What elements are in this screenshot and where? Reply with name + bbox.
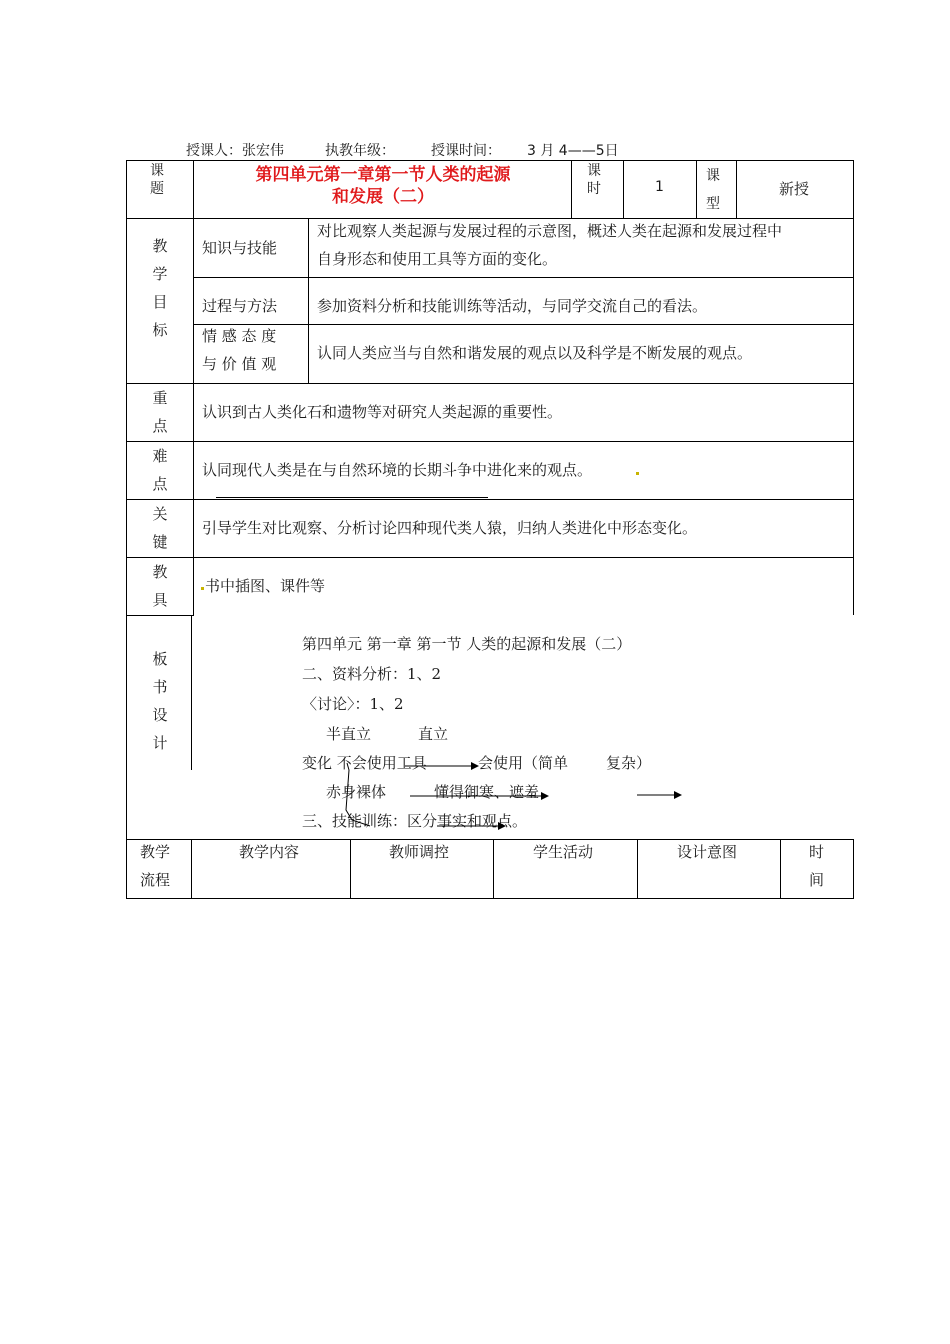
objective-knowledge-name: 知识与技能 (202, 239, 278, 257)
board-complex: 复杂） (606, 754, 652, 772)
board-naked: 赤身裸体 (326, 783, 387, 801)
time-value: 3 月 4——5日 (527, 143, 619, 159)
flow-col-content: 教学内容 (239, 843, 300, 861)
board-clothing: 懂得御寒、遮羞 (434, 783, 540, 801)
lesson-title-line2: 和发展（二） (332, 187, 434, 207)
grade-label: 执教年级： (325, 143, 395, 159)
objective-knowledge-text-1: 对比观察人类起源与发展过程的示意图，概述人类在起源和发展过程中 (317, 222, 783, 240)
key-label: 关键 (152, 505, 168, 551)
board-line-discussion: 〈讨论〉：1、2 (302, 695, 404, 713)
objective-attitude-text: 认同人类应当与自然和谐发展的观点以及科学是不断发展的观点。 (317, 344, 753, 362)
tools-label: 教具 (152, 563, 168, 609)
difficulties-label: 难点 (152, 447, 168, 493)
board-line-analysis: 二、资料分析：1、2 (302, 665, 442, 683)
period-label: 课时 (587, 163, 601, 197)
flow-label-1: 教学 (140, 843, 171, 861)
objective-knowledge-text-2: 自身形态和使用工具等方面的变化。 (317, 250, 558, 268)
objective-process-text: 参加资料分析和技能训练等活动，与同学交流自己的看法。 (317, 297, 708, 315)
flow-col-time-1: 时 (809, 843, 825, 861)
board-use-simple: 会使用（简单 (478, 754, 569, 772)
objectives-label: 教学目标 (152, 237, 168, 339)
objective-attitude-name-1: 情 感 态 度 (202, 327, 277, 345)
lesson-title-line1: 第四单元第一章第一节人类的起源 (255, 165, 511, 185)
objective-attitude-name-2: 与 价 值 观 (202, 355, 277, 373)
board-line-title: 第四单元 第一章 第一节 人类的起源和发展（二） (302, 635, 632, 653)
topic-label: 课题 (150, 163, 164, 197)
type-label: 课型 (706, 168, 720, 212)
objective-process-name: 过程与方法 (202, 297, 278, 315)
time-label: 授课时间： (431, 143, 501, 159)
board-line-skills: 三、技能训练：区分事实和观点。 (302, 812, 528, 830)
key-text: 引导学生对比观察、分析讨论四种现代类人猿，归纳人类进化中形态变化。 (202, 519, 698, 537)
flow-label-2: 流程 (140, 871, 171, 889)
difficulties-text: 认同现代人类是在与自然环境的长期斗争中进化来的观点。 (202, 461, 593, 479)
tools-text: 书中插图、课件等 (205, 577, 326, 595)
board-label: 板书设计 (152, 650, 168, 752)
key-points-label: 重点 (152, 389, 168, 435)
flow-col-student: 学生活动 (533, 843, 594, 861)
period-value: 1 (655, 179, 664, 195)
flow-col-intent: 设计意图 (677, 843, 738, 861)
flow-col-time-2: 间 (809, 871, 825, 889)
type-value: 新授 (779, 180, 810, 198)
flow-col-teacher: 教师调控 (389, 843, 450, 861)
change-arrow (346, 763, 681, 826)
board-change-no-tools: 变化 不会使用工具 (302, 754, 427, 772)
board-upright: 直立 (418, 725, 449, 743)
board-semi-upright: 半直立 (326, 725, 372, 743)
key-points-text: 认识到古人类化石和遗物等对研究人类起源的重要性。 (202, 403, 563, 421)
teacher-label: 授课人：张宏伟 (186, 143, 284, 159)
